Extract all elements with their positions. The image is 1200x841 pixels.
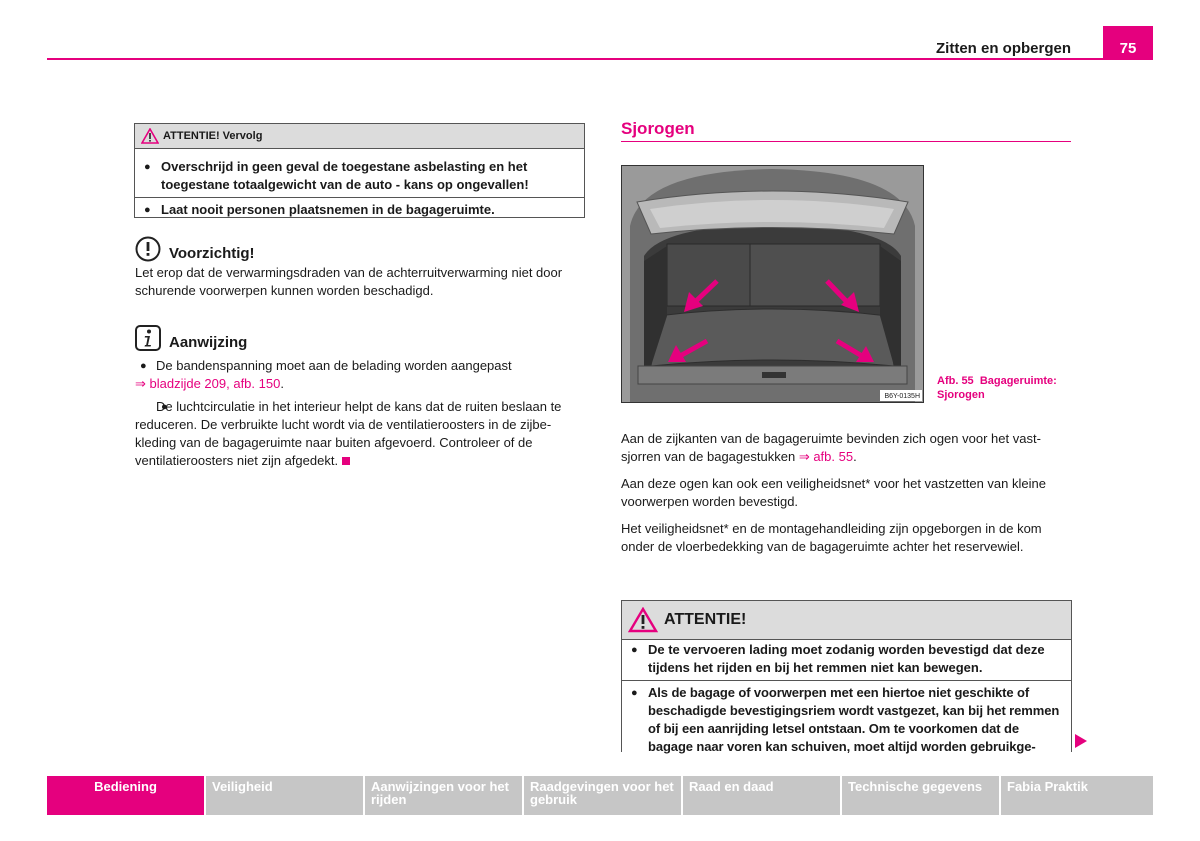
continue-arrow-icon: [1075, 734, 1087, 748]
note-title: Aanwijzing: [169, 334, 248, 351]
page-reference-link[interactable]: ⇒ bladzijde 209, afb. 150: [135, 376, 281, 391]
warning-box: [621, 600, 1072, 752]
chapter-title: Zitten en opbergen: [936, 40, 1071, 57]
figure-reference-link[interactable]: ⇒ afb. 55: [798, 449, 854, 464]
note-item-end: .: [280, 376, 284, 391]
paragraph-end: .: [853, 449, 857, 464]
info-icon: [135, 325, 161, 351]
trunk-figure: [621, 165, 924, 403]
figure-code: B6Y-0135H: [884, 393, 920, 400]
warning-triangle-icon: [141, 128, 159, 144]
tab-veiligheid[interactable]: Veiligheid: [206, 776, 363, 815]
note-item-text: De bandenspanning moet aan de belading worden aangepast: [156, 358, 512, 373]
warning-title: ATTENTIE!: [664, 611, 747, 628]
warning-continued-header: [135, 124, 584, 149]
header-rule: [47, 58, 1153, 60]
trunk-illustration: [622, 166, 923, 402]
paragraph-text: Aan de zijkanten van de bagageruimte bevinden zich ogen voor het vastsjorren van de bagagestukken: [621, 431, 1041, 464]
paragraph: [621, 430, 1073, 466]
note-block: [135, 324, 585, 470]
tab-fabia-praktik[interactable]: Fabia Praktik: [1001, 776, 1153, 815]
warning-item: ● Als de bagage of voorwerpen met een hiertoe niet geschikte of beschadigde bevestigingsriem wordt vastgezet, kan bij het remmen of bij een aanrijding letsel ontstaan. Om te voorkomen dat de bagage naar voren kan schuiven, moet altijd worden gebruikge-: [626, 684, 1067, 756]
body-paragraphs: [621, 430, 1073, 556]
warning-continued-title: ATTENTIE! Vervolg: [163, 130, 263, 142]
paragraph: Aan deze ogen kan ook een veiligheidsnet* voor het vastzetten van kleine voorwerpen worden bevestigd.: [621, 476, 1046, 509]
warning-triangle-icon: [628, 607, 658, 633]
warning-header: [622, 601, 1071, 640]
note-item: [135, 398, 585, 470]
note-item-text: De luchtcirculatie in het interieur helpt de kans dat de ruiten beslaan te reduceren. De verbruikte lucht wordt via de ventilatieroosters in de zijbekleding van de bagageruimte naar buiten afgevoerd. Controleer of de ventilatieroosters niet zijn afgedekt.: [135, 399, 562, 468]
end-of-section-marker: [342, 457, 350, 465]
warning-item: ● Overschrijd in geen geval de toegestane asbelasting en het toegestane totaalgewicht van de auto - kans op ongevallen!: [139, 158, 580, 194]
tab-bediening[interactable]: Bediening: [47, 776, 204, 815]
caution-exclamation-icon: [135, 236, 161, 262]
figure-caption-text: Bagageruimte: Sjorogen: [937, 375, 1057, 401]
caution-text: Let erop dat de verwarmingsdraden van de achterruitverwarming niet door schurende voorwerpen kunnen worden beschadigd.: [135, 265, 563, 298]
tab-aanwijzingen-rijden[interactable]: Aanwijzingen voor het rijden: [365, 776, 522, 815]
figure-caption-label: Afb. 55: [937, 375, 974, 387]
caution-block: [135, 236, 585, 300]
caution-title: Voorzichtig!: [169, 244, 255, 262]
tab-technische-gegevens[interactable]: Technische gegevens: [842, 776, 999, 815]
warning-continued-box: [134, 123, 585, 218]
chapter-nav: [47, 776, 1153, 815]
section-rule: [621, 141, 1071, 142]
tab-raadgevingen-gebruik[interactable]: Raadgevingen voor het gebruik: [524, 776, 681, 815]
warning-item: ● Laat nooit personen plaatsnemen in de bagageruimte.: [139, 201, 580, 219]
section-title: Sjorogen: [621, 119, 695, 138]
note-item: [135, 357, 585, 393]
paragraph: Het veiligheidsnet* en de montagehandleiding zijn opgeborgen in de kom onder de vloerbedekking van de bagageruimte achter het reservewiel.: [621, 521, 1042, 554]
warning-item: ● De te vervoeren lading moet zodanig worden bevestigd dat deze tijdens het rijden en bij het remmen niet kan bewegen.: [626, 641, 1067, 677]
page-number: 75: [1103, 26, 1153, 60]
figure-caption: [937, 374, 1077, 402]
tab-raad-en-daad[interactable]: Raad en daad: [683, 776, 840, 815]
